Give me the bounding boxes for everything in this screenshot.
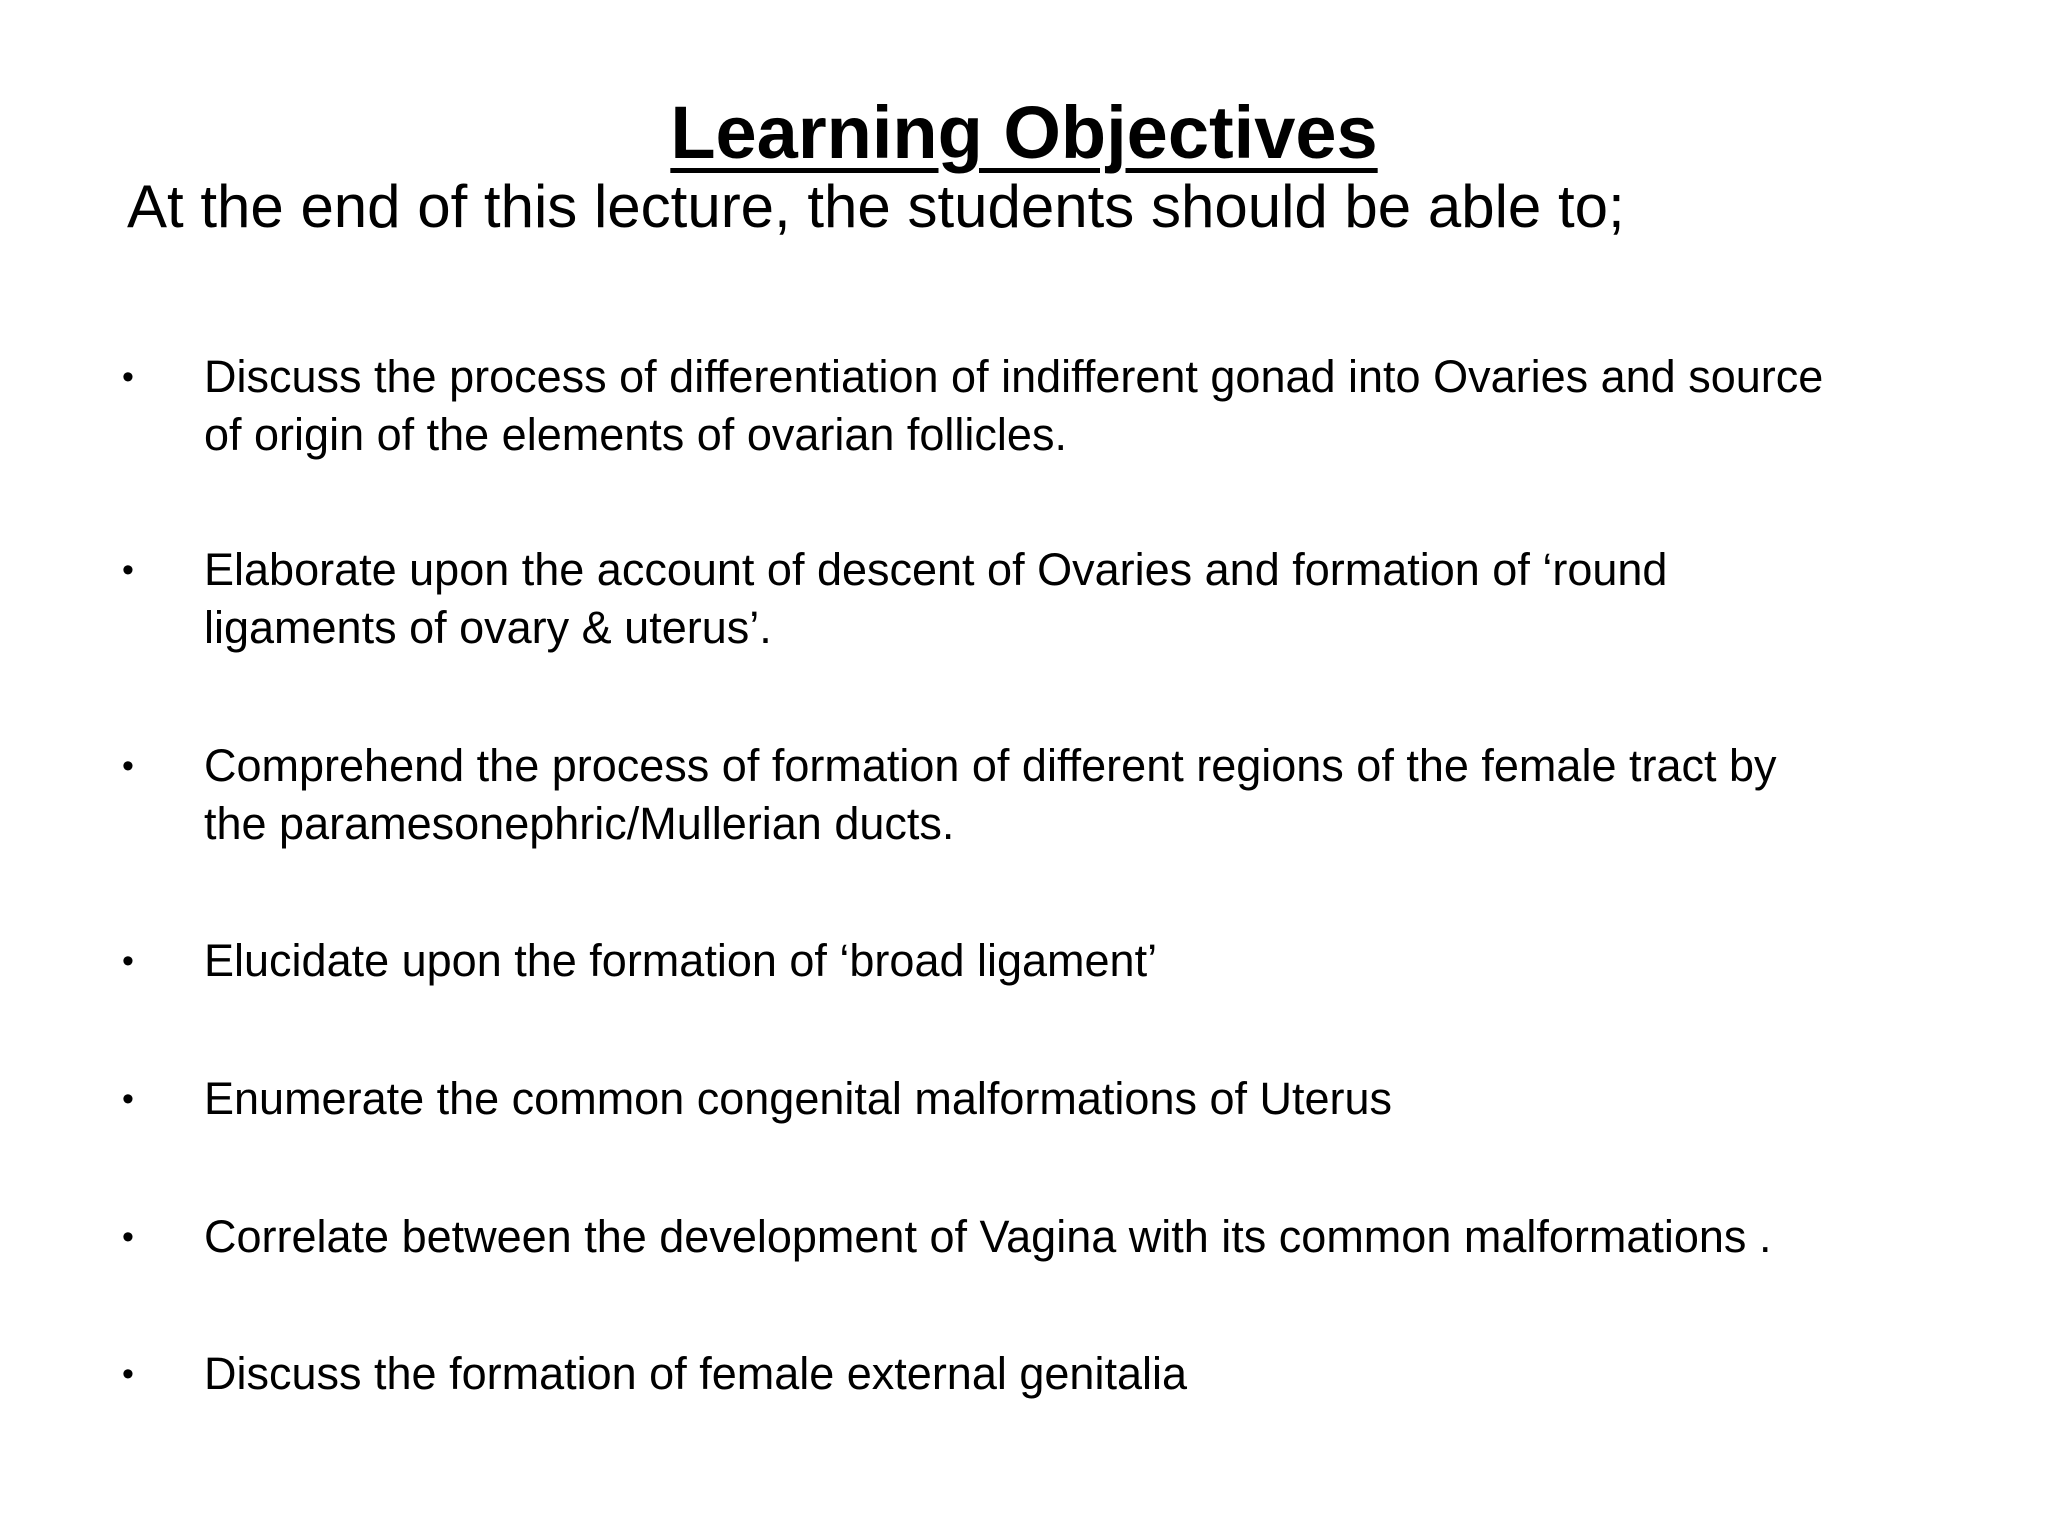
learning-objective-1-line-2: of origin of the elements of ovarian follicles. [204,409,1067,460]
bullet-icon: • [122,942,134,980]
learning-objective-3-line-2: the paramesonephric/Mullerian ducts. [204,798,955,849]
bullet-icon: • [122,358,134,396]
learning-objective-6-text: Correlate between the development of Vagina with its common malformations . [204,1211,1772,1262]
learning-objective-2-line-1: Elaborate upon the account of descent of Ovaries and formation of ‘round [204,544,1668,595]
slide-title: Learning Objectives [670,90,1378,174]
bullet-icon: • [122,551,134,589]
learning-objective-1-line-1: Discuss the process of differentiation of indifferent gonad into Ovaries and source [204,351,1824,402]
learning-objective-2-line-2: ligaments of ovary & uterus’. [204,602,772,653]
bullet-icon: • [122,1355,134,1393]
learning-objective-7-text: Discuss the formation of female external genitalia [204,1348,1187,1399]
learning-objective-4-text: Elucidate upon the formation of ‘broad ligament’ [204,935,1158,986]
learning-objective-5-text: Enumerate the common congenital malformations of Uterus [204,1073,1393,1124]
bullet-icon: • [122,747,134,785]
learning-objective-3-text [204,737,2048,853]
learning-objective-1-text [204,348,2048,464]
learning-objective-3-line-1: Comprehend the process of formation of different regions of the female tract by [204,740,1777,791]
bullet-icon: • [122,1080,134,1118]
bullet-icon: • [122,1218,134,1256]
learning-objective-2-text [204,541,2048,657]
lecture-intro: At the end of this lecture, the students should be able to; [127,173,1625,240]
